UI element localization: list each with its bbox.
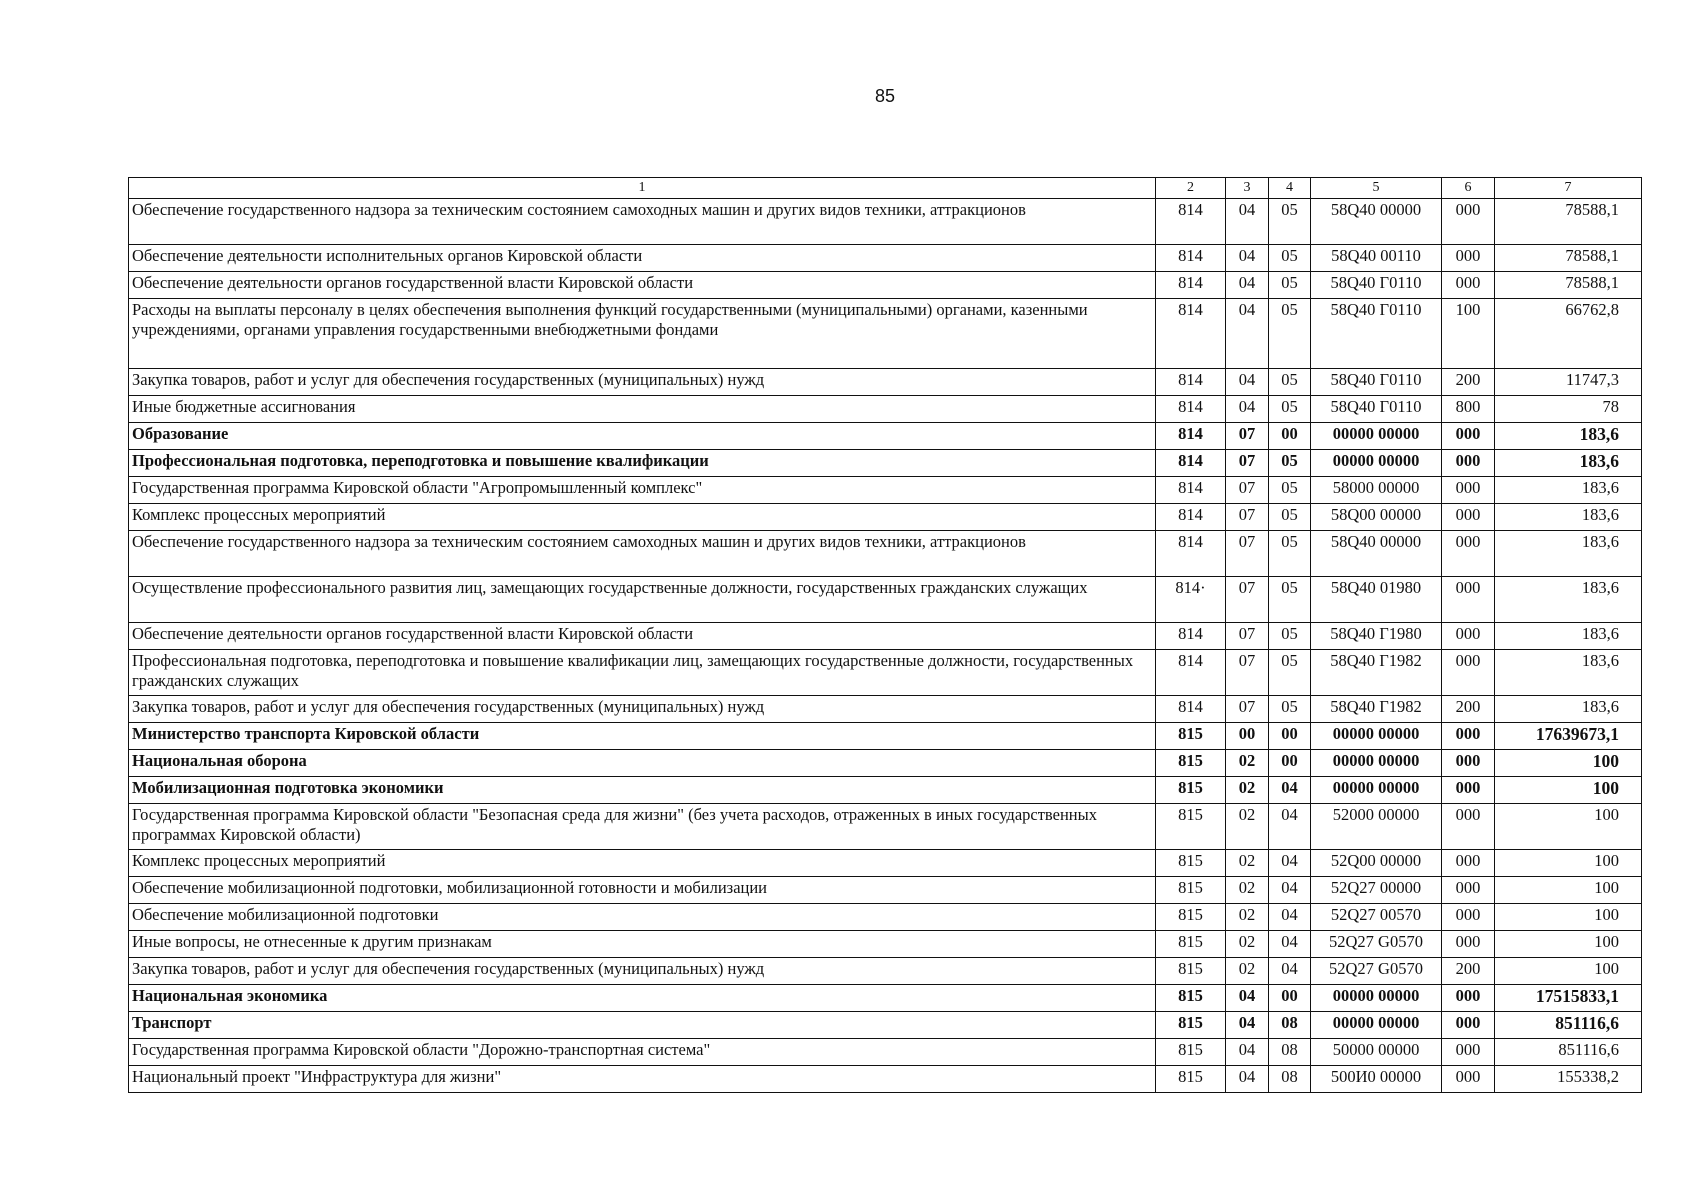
row-code-2-cell: 815 bbox=[1156, 1066, 1226, 1093]
table-row bbox=[129, 958, 1642, 985]
row-amount-cell: 183,6 bbox=[1495, 696, 1642, 723]
row-code-6-cell: 100 bbox=[1442, 299, 1495, 369]
row-code-4-cell: 05 bbox=[1269, 577, 1311, 623]
row-name-cell: Иные вопросы, не отнесенные к другим признакам bbox=[129, 931, 1156, 958]
row-code-2-cell: 815 bbox=[1156, 958, 1226, 985]
row-code-6-cell: 000 bbox=[1442, 931, 1495, 958]
row-code-6-cell: 200 bbox=[1442, 696, 1495, 723]
row-code-2-cell: 814 bbox=[1156, 623, 1226, 650]
row-code-3-cell: 07 bbox=[1226, 531, 1269, 577]
row-code-2-cell: 814 bbox=[1156, 299, 1226, 369]
row-name-cell: Транспорт bbox=[129, 1012, 1156, 1039]
row-code-5-cell: 58Q40 00110 bbox=[1311, 245, 1442, 272]
row-code-6-cell: 000 bbox=[1442, 877, 1495, 904]
row-code-5-cell: 58Q40 Г0110 bbox=[1311, 369, 1442, 396]
row-code-6-cell: 000 bbox=[1442, 450, 1495, 477]
row-code-4-cell: 08 bbox=[1269, 1039, 1311, 1066]
row-code-4-cell: 04 bbox=[1269, 877, 1311, 904]
row-code-5-cell: 500И0 00000 bbox=[1311, 1066, 1442, 1093]
row-code-6-cell: 000 bbox=[1442, 650, 1495, 696]
row-code-2-cell: 815 bbox=[1156, 850, 1226, 877]
header-cell-7: 7 bbox=[1495, 178, 1642, 199]
row-name-cell: Профессиональная подготовка, переподготовка и повышение квалификации bbox=[129, 450, 1156, 477]
row-code-3-cell: 02 bbox=[1226, 931, 1269, 958]
row-code-3-cell: 07 bbox=[1226, 504, 1269, 531]
row-code-2-cell: 815 bbox=[1156, 1012, 1226, 1039]
row-code-3-cell: 04 bbox=[1226, 245, 1269, 272]
row-code-6-cell: 000 bbox=[1442, 423, 1495, 450]
row-code-4-cell: 05 bbox=[1269, 396, 1311, 423]
row-code-3-cell: 04 bbox=[1226, 299, 1269, 369]
table-row bbox=[129, 850, 1642, 877]
row-code-5-cell: 00000 00000 bbox=[1311, 423, 1442, 450]
table-header-row bbox=[129, 178, 1642, 199]
header-cell-1: 1 bbox=[129, 178, 1156, 199]
table-row bbox=[129, 531, 1642, 577]
row-code-2-cell: 814 bbox=[1156, 199, 1226, 245]
row-code-2-cell: 814 bbox=[1156, 369, 1226, 396]
table-row bbox=[129, 299, 1642, 369]
row-code-6-cell: 000 bbox=[1442, 777, 1495, 804]
row-amount-cell: 100 bbox=[1495, 931, 1642, 958]
row-code-3-cell: 07 bbox=[1226, 623, 1269, 650]
row-code-2-cell: 814 bbox=[1156, 696, 1226, 723]
row-name-cell: Национальная экономика bbox=[129, 985, 1156, 1012]
row-amount-cell: 100 bbox=[1495, 804, 1642, 850]
row-code-4-cell: 05 bbox=[1269, 369, 1311, 396]
row-name-cell: Образование bbox=[129, 423, 1156, 450]
row-code-5-cell: 58Q00 00000 bbox=[1311, 504, 1442, 531]
row-amount-cell: 100 bbox=[1495, 958, 1642, 985]
row-amount-cell: 851116,6 bbox=[1495, 1012, 1642, 1039]
row-amount-cell: 183,6 bbox=[1495, 450, 1642, 477]
row-amount-cell: 183,6 bbox=[1495, 423, 1642, 450]
row-amount-cell: 183,6 bbox=[1495, 504, 1642, 531]
table-row bbox=[129, 369, 1642, 396]
row-code-6-cell: 000 bbox=[1442, 904, 1495, 931]
row-name-cell: Обеспечение деятельности органов государственной власти Кировской области bbox=[129, 623, 1156, 650]
table-row bbox=[129, 750, 1642, 777]
row-code-6-cell: 000 bbox=[1442, 477, 1495, 504]
table-row bbox=[129, 1012, 1642, 1039]
row-code-4-cell: 05 bbox=[1269, 477, 1311, 504]
header-cell-6: 6 bbox=[1442, 178, 1495, 199]
table-row bbox=[129, 245, 1642, 272]
row-name-cell: Комплекс процессных мероприятий bbox=[129, 850, 1156, 877]
row-amount-cell: 78 bbox=[1495, 396, 1642, 423]
row-code-3-cell: 02 bbox=[1226, 804, 1269, 850]
row-amount-cell: 100 bbox=[1495, 850, 1642, 877]
row-code-4-cell: 05 bbox=[1269, 531, 1311, 577]
row-code-5-cell: 52Q27 G0570 bbox=[1311, 958, 1442, 985]
table-row bbox=[129, 623, 1642, 650]
row-amount-cell: 183,6 bbox=[1495, 577, 1642, 623]
row-code-6-cell: 000 bbox=[1442, 1066, 1495, 1093]
row-code-3-cell: 02 bbox=[1226, 877, 1269, 904]
row-code-6-cell: 000 bbox=[1442, 623, 1495, 650]
row-code-4-cell: 08 bbox=[1269, 1066, 1311, 1093]
table-row bbox=[129, 504, 1642, 531]
row-code-3-cell: 07 bbox=[1226, 423, 1269, 450]
row-code-4-cell: 05 bbox=[1269, 272, 1311, 299]
header-cell-5: 5 bbox=[1311, 178, 1442, 199]
row-name-cell: Обеспечение государственного надзора за техническим состоянием самоходных машин и других видов техники, аттракционов bbox=[129, 199, 1156, 245]
table-body bbox=[129, 199, 1642, 1093]
row-amount-cell: 100 bbox=[1495, 777, 1642, 804]
table-row bbox=[129, 804, 1642, 850]
row-code-5-cell: 58000 00000 bbox=[1311, 477, 1442, 504]
row-code-2-cell: 815 bbox=[1156, 804, 1226, 850]
row-code-4-cell: 04 bbox=[1269, 904, 1311, 931]
row-code-4-cell: 05 bbox=[1269, 650, 1311, 696]
row-code-5-cell: 00000 00000 bbox=[1311, 750, 1442, 777]
row-code-3-cell: 07 bbox=[1226, 650, 1269, 696]
row-code-5-cell: 00000 00000 bbox=[1311, 1012, 1442, 1039]
row-code-2-cell: 814 bbox=[1156, 245, 1226, 272]
row-name-cell: Обеспечение мобилизационной подготовки bbox=[129, 904, 1156, 931]
row-code-3-cell: 04 bbox=[1226, 272, 1269, 299]
header-cell-3: 3 bbox=[1226, 178, 1269, 199]
row-code-2-cell: 814 bbox=[1156, 423, 1226, 450]
row-code-4-cell: 05 bbox=[1269, 245, 1311, 272]
budget-table bbox=[128, 177, 1642, 1093]
row-code-5-cell: 52000 00000 bbox=[1311, 804, 1442, 850]
row-code-5-cell: 00000 00000 bbox=[1311, 777, 1442, 804]
row-code-6-cell: 000 bbox=[1442, 750, 1495, 777]
row-code-5-cell: 52Q00 00000 bbox=[1311, 850, 1442, 877]
row-code-4-cell: 05 bbox=[1269, 504, 1311, 531]
row-amount-cell: 100 bbox=[1495, 904, 1642, 931]
row-code-3-cell: 04 bbox=[1226, 1066, 1269, 1093]
table-row bbox=[129, 1039, 1642, 1066]
row-amount-cell: 78588,1 bbox=[1495, 245, 1642, 272]
row-name-cell: Осуществление профессионального развития лиц, замещающих государственные должности, государственных гражданских служащих bbox=[129, 577, 1156, 623]
table-row bbox=[129, 985, 1642, 1012]
row-code-5-cell: 52Q27 G0570 bbox=[1311, 931, 1442, 958]
row-code-3-cell: 07 bbox=[1226, 696, 1269, 723]
table-row bbox=[129, 777, 1642, 804]
row-code-3-cell: 07 bbox=[1226, 477, 1269, 504]
table-row bbox=[129, 199, 1642, 245]
row-code-6-cell: 000 bbox=[1442, 804, 1495, 850]
row-code-5-cell: 58Q40 Г1982 bbox=[1311, 696, 1442, 723]
row-name-cell: Министерство транспорта Кировской области bbox=[129, 723, 1156, 750]
row-code-6-cell: 000 bbox=[1442, 985, 1495, 1012]
row-code-3-cell: 04 bbox=[1226, 985, 1269, 1012]
row-amount-cell: 100 bbox=[1495, 750, 1642, 777]
row-code-2-cell: 814 bbox=[1156, 272, 1226, 299]
row-code-6-cell: 000 bbox=[1442, 1039, 1495, 1066]
row-code-6-cell: 000 bbox=[1442, 850, 1495, 877]
row-code-4-cell: 00 bbox=[1269, 750, 1311, 777]
row-code-2-cell: 814· bbox=[1156, 577, 1226, 623]
row-amount-cell: 183,6 bbox=[1495, 650, 1642, 696]
row-amount-cell: 851116,6 bbox=[1495, 1039, 1642, 1066]
row-code-5-cell: 00000 00000 bbox=[1311, 985, 1442, 1012]
table-row bbox=[129, 696, 1642, 723]
page-number: 85 bbox=[874, 86, 896, 106]
row-amount-cell: 183,6 bbox=[1495, 531, 1642, 577]
row-name-cell: Обеспечение деятельности исполнительных органов Кировской области bbox=[129, 245, 1156, 272]
row-code-2-cell: 815 bbox=[1156, 985, 1226, 1012]
table-row bbox=[129, 1066, 1642, 1093]
row-code-2-cell: 814 bbox=[1156, 650, 1226, 696]
row-name-cell: Закупка товаров, работ и услуг для обеспечения государственных (муниципальных) нужд bbox=[129, 958, 1156, 985]
table-row bbox=[129, 931, 1642, 958]
row-name-cell: Обеспечение деятельности органов государственной власти Кировской области bbox=[129, 272, 1156, 299]
row-code-5-cell: 58Q40 00000 bbox=[1311, 531, 1442, 577]
row-amount-cell: 100 bbox=[1495, 877, 1642, 904]
row-code-2-cell: 814 bbox=[1156, 504, 1226, 531]
row-code-6-cell: 200 bbox=[1442, 958, 1495, 985]
row-amount-cell: 78588,1 bbox=[1495, 272, 1642, 299]
row-code-5-cell: 00000 00000 bbox=[1311, 450, 1442, 477]
row-code-3-cell: 02 bbox=[1226, 750, 1269, 777]
row-name-cell: Мобилизационная подготовка экономики bbox=[129, 777, 1156, 804]
row-name-cell: Государственная программа Кировской области "Дорожно-транспортная система" bbox=[129, 1039, 1156, 1066]
table-row bbox=[129, 450, 1642, 477]
row-code-2-cell: 814 bbox=[1156, 477, 1226, 504]
row-amount-cell: 78588,1 bbox=[1495, 199, 1642, 245]
row-code-5-cell: 58Q40 01980 bbox=[1311, 577, 1442, 623]
row-amount-cell: 183,6 bbox=[1495, 477, 1642, 504]
table-row bbox=[129, 877, 1642, 904]
row-code-3-cell: 02 bbox=[1226, 904, 1269, 931]
row-code-4-cell: 08 bbox=[1269, 1012, 1311, 1039]
row-code-3-cell: 04 bbox=[1226, 1039, 1269, 1066]
table-row bbox=[129, 723, 1642, 750]
row-amount-cell: 66762,8 bbox=[1495, 299, 1642, 369]
row-code-3-cell: 07 bbox=[1226, 450, 1269, 477]
row-code-4-cell: 00 bbox=[1269, 985, 1311, 1012]
row-code-4-cell: 00 bbox=[1269, 723, 1311, 750]
row-code-6-cell: 200 bbox=[1442, 369, 1495, 396]
row-name-cell: Обеспечение мобилизационной подготовки, мобилизационной готовности и мобилизации bbox=[129, 877, 1156, 904]
row-name-cell: Расходы на выплаты персоналу в целях обеспечения выполнения функций государственными (муниципальными) органами, казенными учреждениями, органами управления государственными внебюджетными фондами bbox=[129, 299, 1156, 369]
row-code-2-cell: 815 bbox=[1156, 877, 1226, 904]
row-code-4-cell: 05 bbox=[1269, 623, 1311, 650]
row-code-2-cell: 815 bbox=[1156, 723, 1226, 750]
row-code-4-cell: 04 bbox=[1269, 777, 1311, 804]
row-code-3-cell: 02 bbox=[1226, 958, 1269, 985]
row-code-5-cell: 00000 00000 bbox=[1311, 723, 1442, 750]
row-code-6-cell: 000 bbox=[1442, 723, 1495, 750]
row-code-2-cell: 815 bbox=[1156, 777, 1226, 804]
row-code-2-cell: 814 bbox=[1156, 450, 1226, 477]
row-code-2-cell: 814 bbox=[1156, 531, 1226, 577]
row-code-3-cell: 04 bbox=[1226, 396, 1269, 423]
row-code-6-cell: 000 bbox=[1442, 245, 1495, 272]
row-code-3-cell: 00 bbox=[1226, 723, 1269, 750]
row-code-6-cell: 000 bbox=[1442, 531, 1495, 577]
row-code-4-cell: 04 bbox=[1269, 850, 1311, 877]
row-code-2-cell: 814 bbox=[1156, 396, 1226, 423]
row-code-3-cell: 04 bbox=[1226, 1012, 1269, 1039]
row-code-4-cell: 04 bbox=[1269, 958, 1311, 985]
row-name-cell: Закупка товаров, работ и услуг для обеспечения государственных (муниципальных) нужд bbox=[129, 696, 1156, 723]
row-amount-cell: 17515833,1 bbox=[1495, 985, 1642, 1012]
row-name-cell: Обеспечение государственного надзора за техническим состоянием самоходных машин и других видов техники, аттракционов bbox=[129, 531, 1156, 577]
row-code-3-cell: 07 bbox=[1226, 577, 1269, 623]
row-code-5-cell: 58Q40 Г0110 bbox=[1311, 396, 1442, 423]
row-code-4-cell: 04 bbox=[1269, 804, 1311, 850]
row-name-cell: Государственная программа Кировской области "Безопасная среда для жизни" (без учета расходов, отраженных в иных государственных программах Кировской области) bbox=[129, 804, 1156, 850]
table-row bbox=[129, 423, 1642, 450]
row-code-3-cell: 02 bbox=[1226, 850, 1269, 877]
table-row bbox=[129, 650, 1642, 696]
row-code-4-cell: 05 bbox=[1269, 199, 1311, 245]
header-cell-2: 2 bbox=[1156, 178, 1226, 199]
row-code-5-cell: 58Q40 Г0110 bbox=[1311, 299, 1442, 369]
row-code-3-cell: 04 bbox=[1226, 199, 1269, 245]
row-code-5-cell: 58Q40 Г1982 bbox=[1311, 650, 1442, 696]
table-row bbox=[129, 904, 1642, 931]
row-name-cell: Закупка товаров, работ и услуг для обеспечения государственных (муниципальных) нужд bbox=[129, 369, 1156, 396]
row-code-6-cell: 800 bbox=[1442, 396, 1495, 423]
row-name-cell: Иные бюджетные ассигнования bbox=[129, 396, 1156, 423]
table-row bbox=[129, 396, 1642, 423]
row-code-6-cell: 000 bbox=[1442, 272, 1495, 299]
row-name-cell: Национальная оборона bbox=[129, 750, 1156, 777]
header-cell-4: 4 bbox=[1269, 178, 1311, 199]
table-row bbox=[129, 272, 1642, 299]
table-row bbox=[129, 577, 1642, 623]
row-code-6-cell: 000 bbox=[1442, 199, 1495, 245]
row-code-6-cell: 000 bbox=[1442, 577, 1495, 623]
row-name-cell: Государственная программа Кировской области "Агропромышленный комплекс" bbox=[129, 477, 1156, 504]
table-row bbox=[129, 477, 1642, 504]
row-code-6-cell: 000 bbox=[1442, 504, 1495, 531]
row-code-4-cell: 05 bbox=[1269, 299, 1311, 369]
row-code-4-cell: 05 bbox=[1269, 450, 1311, 477]
row-code-4-cell: 00 bbox=[1269, 423, 1311, 450]
row-amount-cell: 155338,2 bbox=[1495, 1066, 1642, 1093]
row-code-2-cell: 815 bbox=[1156, 931, 1226, 958]
row-code-2-cell: 815 bbox=[1156, 904, 1226, 931]
row-code-4-cell: 05 bbox=[1269, 696, 1311, 723]
row-amount-cell: 11747,3 bbox=[1495, 369, 1642, 396]
row-code-5-cell: 58Q40 Г1980 bbox=[1311, 623, 1442, 650]
row-amount-cell: 17639673,1 bbox=[1495, 723, 1642, 750]
row-name-cell: Профессиональная подготовка, переподготовка и повышение квалификации лиц, замещающих государственные должности, государственных гражданских служащих bbox=[129, 650, 1156, 696]
row-code-5-cell: 58Q40 00000 bbox=[1311, 199, 1442, 245]
row-code-2-cell: 815 bbox=[1156, 750, 1226, 777]
row-name-cell: Комплекс процессных мероприятий bbox=[129, 504, 1156, 531]
row-code-5-cell: 58Q40 Г0110 bbox=[1311, 272, 1442, 299]
row-code-4-cell: 04 bbox=[1269, 931, 1311, 958]
row-code-5-cell: 52Q27 00570 bbox=[1311, 904, 1442, 931]
row-name-cell: Национальный проект "Инфраструктура для жизни" bbox=[129, 1066, 1156, 1093]
row-code-5-cell: 52Q27 00000 bbox=[1311, 877, 1442, 904]
row-code-5-cell: 50000 00000 bbox=[1311, 1039, 1442, 1066]
row-code-3-cell: 02 bbox=[1226, 777, 1269, 804]
row-code-2-cell: 815 bbox=[1156, 1039, 1226, 1066]
row-code-6-cell: 000 bbox=[1442, 1012, 1495, 1039]
row-code-3-cell: 04 bbox=[1226, 369, 1269, 396]
row-amount-cell: 183,6 bbox=[1495, 623, 1642, 650]
